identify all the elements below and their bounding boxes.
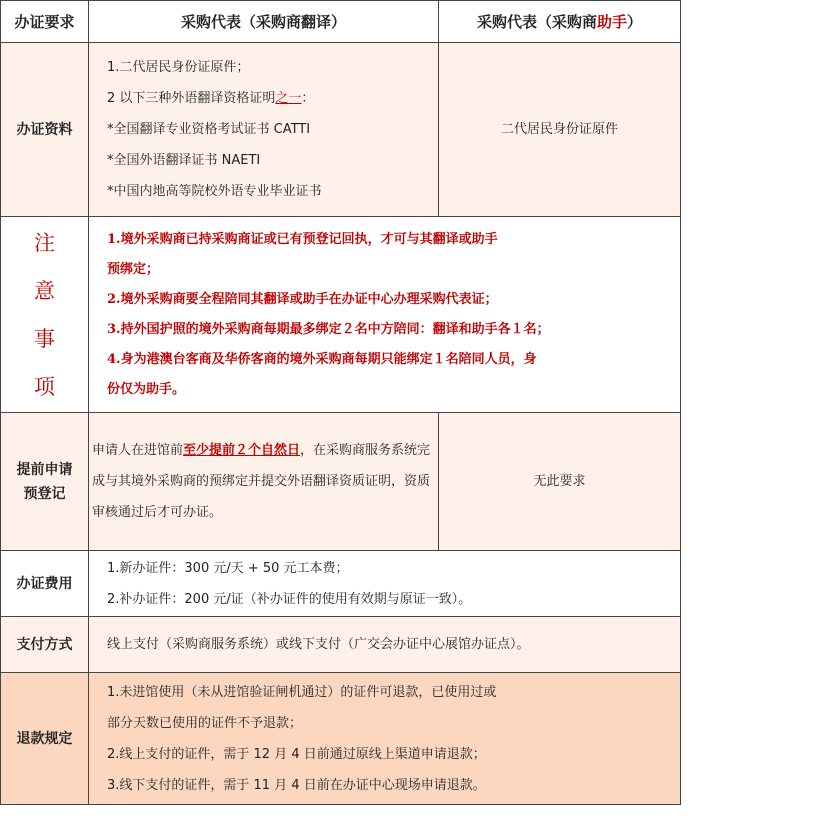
fee-label: 办证费用 [1, 551, 89, 617]
fee-content: 1.新办证件：300 元/天 + 50 元工本费； 2.补办证件：200 元/证（补办证件的使用有效期与原证一致）。 [89, 551, 681, 617]
fee-row [1, 551, 681, 617]
header-assistant-highlight: 助手 [596, 13, 627, 31]
advance-assistant: 无此要求 [439, 413, 681, 551]
refund-row [1, 673, 681, 805]
materials-assistant: 二代居民身份证原件 [439, 43, 681, 217]
advance-row [1, 413, 681, 551]
header-row [1, 1, 681, 43]
deadline-highlight: 至少提前２个自然日 [183, 443, 301, 458]
advance-translator: 申请人在进馆前至少提前２个自然日，在采购商服务系统完成与其境外采购商的预绑定并提交外语翻译资质证明，资质审核通过后才可办证。 [89, 413, 439, 551]
header-assistant: 采购代表（采购商助手） [439, 1, 681, 43]
notes-content: 1.境外采购商已持采购商证或已有预登记回执，才可与其翻译或助手 预绑定； 2.境外采购商要全程陪同其翻译或助手在办证中心办理采购代表证； 3.持外国护照的境外采购商每期最多绑定２名中方陪同：翻译和助手各１名； 4.身为港澳台客商及华侨客商的境外采购商每期只能绑定１名陪同人员，身 份仅为助手。 [89, 217, 681, 413]
payment-row [1, 617, 681, 673]
payment-content: 线上支付（采购商服务系统）或线下支付（广交会办证中心展馆办证点）。 [89, 617, 681, 673]
one-of-highlight: 之一 [275, 91, 302, 106]
materials-label: 办证资料 [1, 43, 89, 217]
advance-label: 提前申请 预登记 [1, 413, 89, 551]
materials-translator: 1.二代居民身份证原件； 2 以下三种外语翻译资格证明之一： *全国翻译专业资格考试证书 CATTI *全国外语翻译证书 NAETI *中国内地高等院校外语专业毕业证书 [89, 43, 439, 217]
materials-row [1, 43, 681, 217]
notes-label: 注 意 事 项 [1, 217, 89, 413]
refund-label: 退款规定 [1, 673, 89, 805]
header-translator: 采购代表（采购商翻译） [89, 1, 439, 43]
payment-label: 支付方式 [1, 617, 89, 673]
notes-row [1, 217, 681, 413]
header-requirements: 办证要求 [1, 1, 89, 43]
refund-content: 1.未进馆使用（未从进馆验证闸机通过）的证件可退款，已使用过或 部分天数已使用的证件不予退款； 2.线上支付的证件，需于 12 月 4 日前通过原线上渠道申请退款； 3.线下支付的证件，需于 11 月 4 日前在办证中心现场申请退款。 [89, 673, 681, 805]
